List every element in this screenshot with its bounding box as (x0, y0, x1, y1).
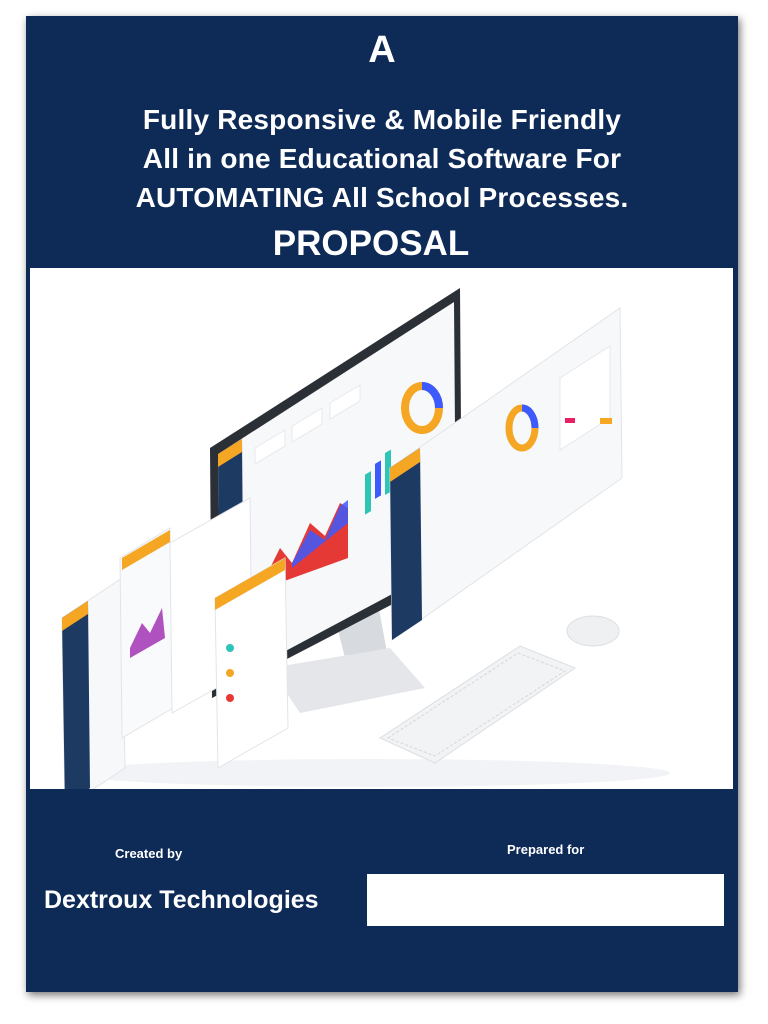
cover-page (26, 16, 738, 992)
recipient-name-field[interactable] (367, 874, 724, 926)
headline-line: Fully Responsive & Mobile Friendly (142, 104, 622, 135)
hero-image (30, 268, 733, 789)
prepared-for-label: Prepared for (507, 842, 585, 857)
cover-letter: A (368, 29, 396, 71)
document-type-title: PROPOSAL (272, 224, 470, 263)
dashboard-devices-illustration-icon (30, 268, 733, 789)
cover-headline (114, 100, 650, 217)
created-by-label: Created by (115, 846, 183, 861)
company-name: Dextroux Technologies (44, 886, 319, 914)
headline-line: AUTOMATING All School Processes. (135, 182, 629, 213)
headline-line: All in one Educational Software For (142, 143, 622, 174)
